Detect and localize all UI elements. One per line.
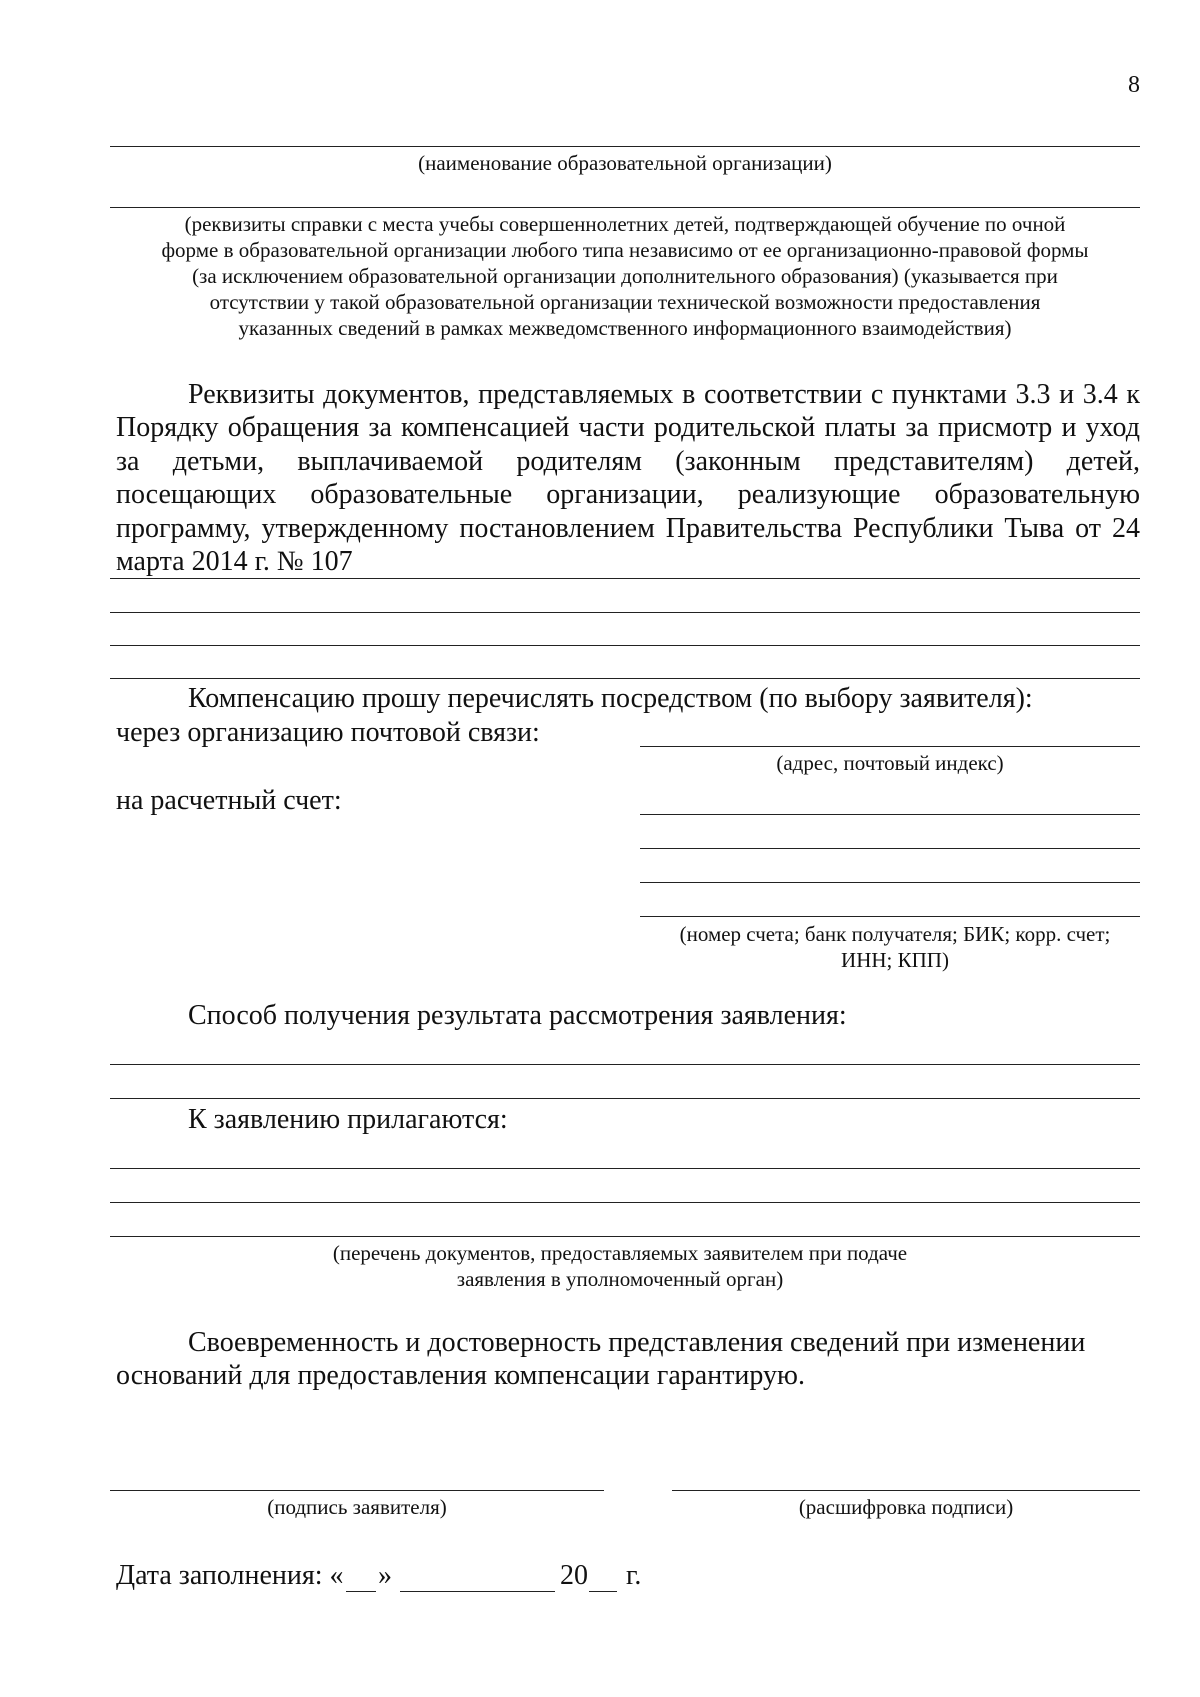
certificate-details-line[interactable]: [110, 207, 1140, 208]
result-method-text: Способ получения результата рассмотрения заявления:: [188, 1000, 847, 1031]
documents-list-caption: (перечень документов, предоставляемых заявителем при подаче заявления в уполномоченный орган): [332, 1241, 908, 1291]
result-method-line-2[interactable]: [110, 1098, 1140, 1099]
date-year-suffix: г.: [626, 1560, 642, 1591]
compensation-method-text: Компенсацию прошу перечислять посредством (по выбору заявителя):: [188, 683, 1033, 714]
bank-account-label: на расчетный счет:: [116, 785, 342, 816]
page-number: 8: [1128, 72, 1140, 98]
attachments-line-2[interactable]: [110, 1202, 1140, 1203]
date-month-input[interactable]: [400, 1561, 555, 1592]
attachments-line-1[interactable]: [110, 1168, 1140, 1169]
attachments-text: К заявлению прилагаются:: [188, 1104, 508, 1135]
bank-account-input-1[interactable]: [640, 784, 1140, 815]
address-caption: (адрес, почтовый индекс): [776, 751, 1004, 775]
bank-account-input-3[interactable]: [640, 852, 1140, 883]
requisites-line-1[interactable]: [110, 578, 1140, 579]
attachments-line-3[interactable]: [110, 1236, 1140, 1237]
signature-caption: (подпись заявителя): [267, 1495, 447, 1519]
requisites-line-2[interactable]: [110, 612, 1140, 613]
requisites-line-4[interactable]: [110, 678, 1140, 679]
postal-label: через организацию почтовой связи:: [116, 717, 540, 748]
date-day-input[interactable]: [346, 1561, 376, 1592]
signature-line[interactable]: [110, 1490, 604, 1491]
requisites-paragraph: Реквизиты документов, представляемых в соответствии с пунктами 3.3 и 3.4 к Порядку обращения за компенсацией части родительской платы за присмотр и уход за детьми, выплачиваемой родителям (законным представителям) детей, посещающих образовательные организации, реализующие образовательную программу, утвержденному постановлением Правительства Республики Тыва от 24 марта 2014 г. № 107: [116, 379, 1140, 578]
signature-decode-caption: (расшифровка подписи): [798, 1495, 1014, 1519]
date-close-quote: »: [378, 1560, 392, 1591]
guarantee-paragraph: Своевременность и достоверность представления сведений при изменении оснований для предоставления компенсации гарантирую.: [116, 1327, 1086, 1392]
date-label: Дата заполнения: «: [116, 1560, 344, 1591]
bank-details-caption: (номер счета; банк получателя; БИК; корр. счет; ИНН; КПП): [679, 922, 1111, 972]
bank-account-input-4[interactable]: [640, 886, 1140, 917]
org-name-line[interactable]: [110, 146, 1140, 147]
requisites-line-3[interactable]: [110, 645, 1140, 646]
bank-account-input-2[interactable]: [640, 818, 1140, 849]
date-year-input[interactable]: [589, 1561, 617, 1592]
certificate-details-caption: (реквизиты справки с места учебы совершеннолетних детей, подтверждающей обучение по очной форме в образовательной организации любого типа независимо от ее организационно-правовой формы (за исключением образовательной организации дополнительного образования) (указывается при отсутствии у такой образовательной организации технической возможности предоставления указанных сведений в рамках межведомственного информационного взаимодействия): [161, 212, 1089, 340]
postal-address-input[interactable]: [640, 716, 1140, 747]
org-name-caption: (наименование образовательной организации): [418, 151, 832, 175]
result-method-line-1[interactable]: [110, 1064, 1140, 1065]
date-year-prefix: 20: [560, 1560, 588, 1591]
signature-decode-line[interactable]: [672, 1490, 1140, 1491]
